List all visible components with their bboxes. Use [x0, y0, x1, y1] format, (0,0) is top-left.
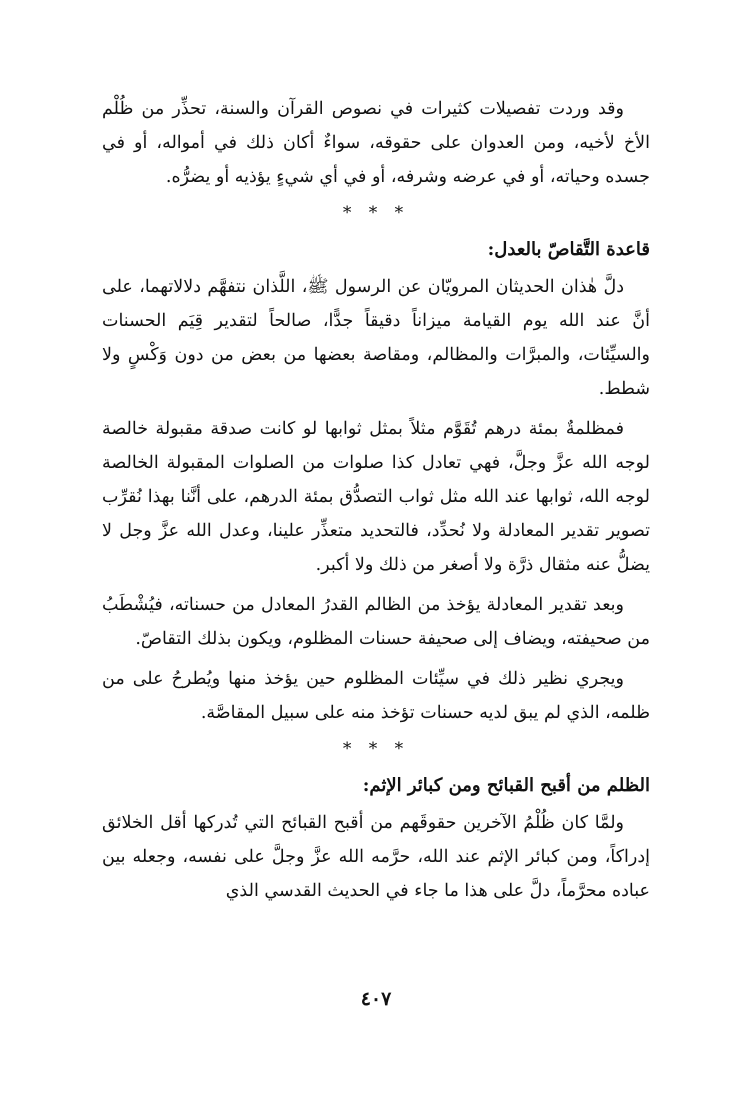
section-separator-2: * * * — [342, 739, 410, 759]
paragraph-1: وقد وردت تفصيلات كثيرات في نصوص القرآن والسنة، تحذِّر من ظُلْم الأخ لأخيه، ومن العدوان على حقوقه، سواءٌ أكان ذلك في أمواله، أو في جسده وحياته، أو في عرضه وشرفه، أو في أي شيءٍ يؤذيه أو يضرُّه. — [102, 99, 650, 187]
section-separator-1: * * * — [342, 203, 410, 223]
paragraph-6: ولمَّا كان ظُلْمُ الآخرين حقوقَهم من أقبح القبائح التي تُدركها أقل الخلائق إدراكاً، ومن كبائر الإثم عند الله، حرَّمه الله عزَّ وجلَّ على نفسه، وجعله بين عباده محرَّماً، دلَّ على هذا ما جاء في الحديث القدسي الذي — [102, 813, 650, 901]
paragraph-2: دلَّ هٰذان الحديثان المرويّان عن الرسول ﷺ، اللَّذان نتفهَّم دلالاتهما، على أنَّ عند الله يوم القيامة ميزاناً دقيقاً جدًّا، صالحاً لتقدير قِيَم الحسنات والسيِّئات، والمبرَّات والمظالم، ومقاصة بعضها من بعض من دون وَكْسٍ ولا شطط. — [102, 277, 650, 399]
paragraph-5: ويجري نظير ذلك في سيِّئات المظلوم حين يؤخذ منها ويُطرحُ على من ظلمه، الذي لم يبق لديه حسنات تؤخذ منه على سبيل المقاصَّة. — [102, 669, 650, 723]
section-heading-injustice: الظلم من أقبح القبائح ومن كبائر الإثم: — [362, 775, 650, 796]
section-heading-fair-settlement: قاعدة التَّقاصّ بالعدل: — [487, 239, 650, 260]
paragraph-4: وبعد تقدير المعادلة يؤخذ من الظالم القدرُ المعادل من حسناته، فيُشْطَبُ من صحيفته، ويضاف إلى صحيفة حسنات المظلوم، ويكون بذلك التقاصّ. — [102, 595, 650, 649]
paragraph-3: فمظلمةٌ بمئة درهم تُقَوَّم مثلاً بمثل ثوابها لو كانت صدقة مقبولة خالصة لوجه الله عزَّ وجلَّ، فهي تعادل كذا صلوات من الصلوات المقبولة الخالصة لوجه الله، ثوابها عند الله مثل ثواب التصدُّق بمئة الدرهم، على أنَّنا بهذا نُقرِّب تصوير تقدير المعادلة ولا نُحدِّد، فالتحديد متعذِّر علينا، وعدل الله عزَّ وجل لا يضلُّ عنه مثقال ذرَّة ولا أصغر من ذلك ولا أكبر. — [102, 419, 650, 575]
page-number: ٤٠٧ — [360, 988, 392, 1010]
